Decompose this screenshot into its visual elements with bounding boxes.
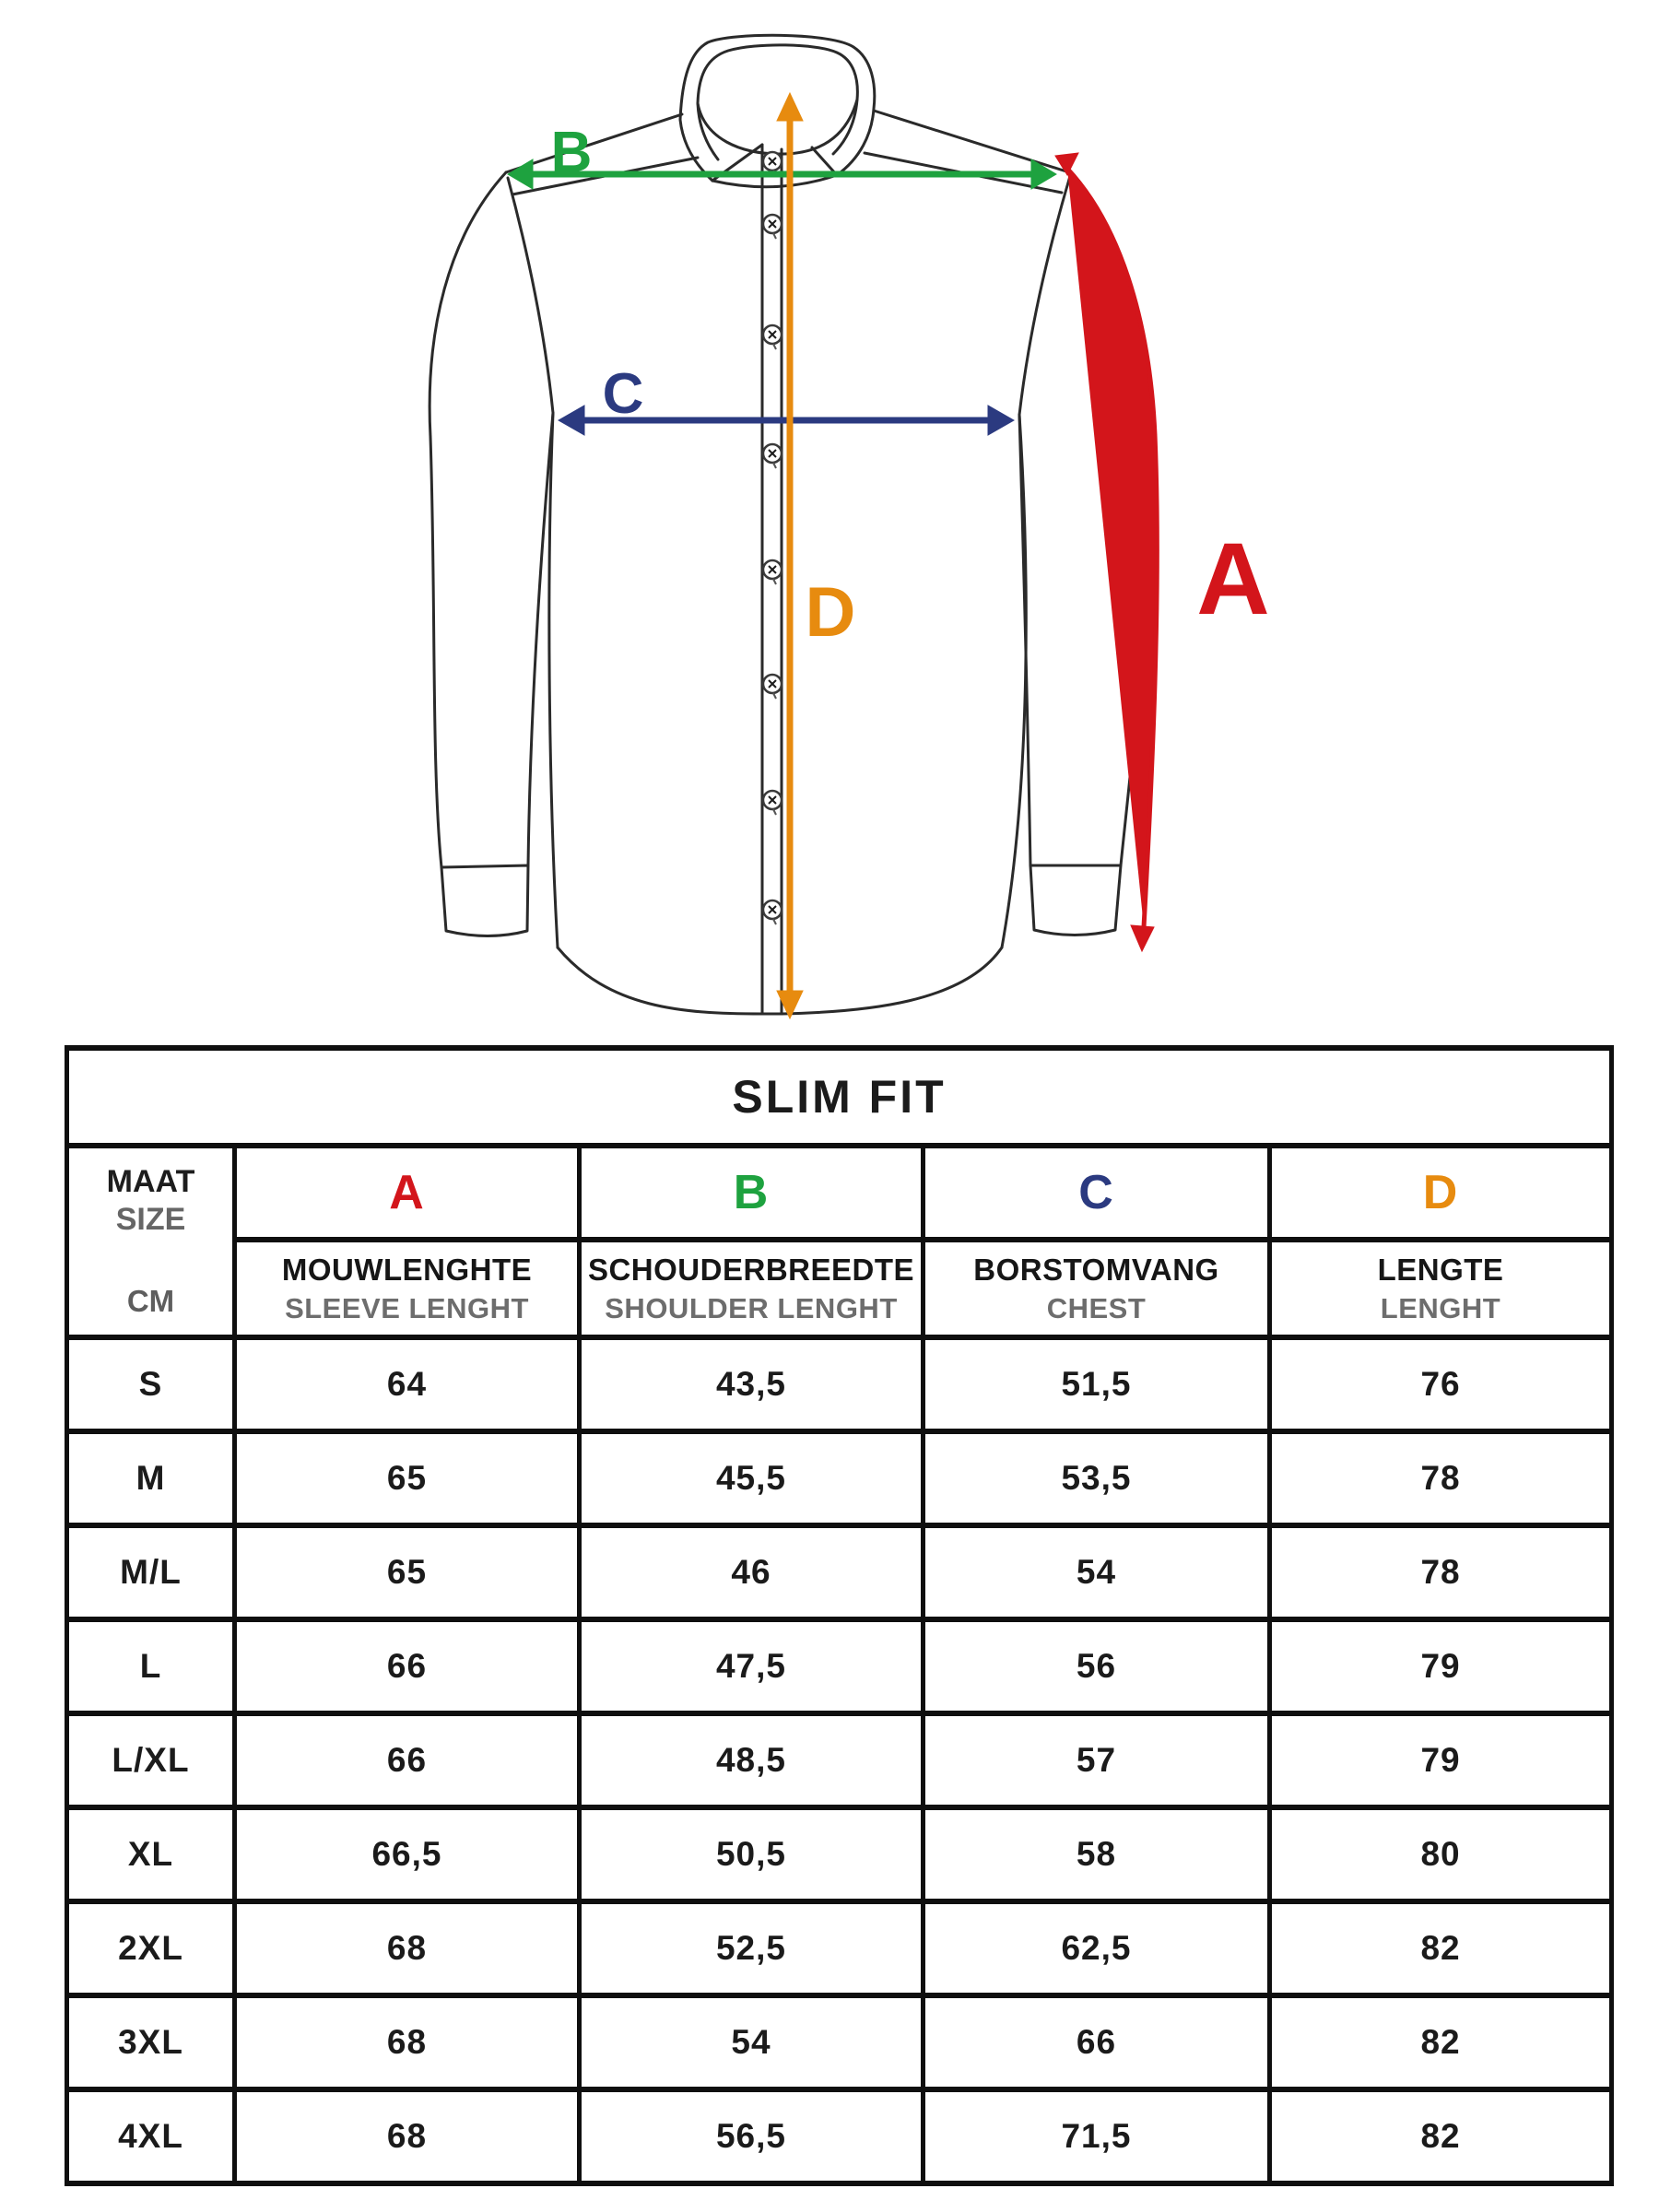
size-value: S [67, 1337, 235, 1431]
table-row [67, 2089, 1612, 2183]
value-b: 52,5 [580, 1901, 924, 1995]
arrowhead-left-icon [508, 159, 533, 189]
value-a: 68 [235, 1901, 580, 1995]
value-c: 54 [924, 1525, 1270, 1619]
size-value: XL [67, 1807, 235, 1901]
table-row [67, 1995, 1612, 2089]
button-icon [763, 325, 782, 349]
size-header-maat: MAAT [106, 1164, 195, 1199]
value-c: 53,5 [924, 1431, 1270, 1525]
value-c: 56 [924, 1619, 1270, 1713]
table-row [67, 1713, 1612, 1807]
value-c: 57 [924, 1713, 1270, 1807]
value-c: 62,5 [924, 1901, 1270, 1995]
size-header-size: SIZE [115, 1202, 186, 1237]
value-b: 50,5 [580, 1807, 924, 1901]
value-a: 65 [235, 1431, 580, 1525]
button-icon [763, 675, 782, 699]
value-b: 54 [580, 1995, 924, 2089]
button-icon [763, 560, 782, 584]
arrowhead-left-icon [559, 406, 584, 435]
value-a: 66 [235, 1619, 580, 1713]
value-b: 46 [580, 1525, 924, 1619]
value-d: 79 [1270, 1713, 1612, 1807]
value-d: 76 [1270, 1337, 1612, 1431]
size-value: L/XL [67, 1713, 235, 1807]
arrow-d-length [777, 93, 855, 1018]
table-label-row [67, 1240, 1612, 1337]
value-a: 65 [235, 1525, 580, 1619]
value-d: 78 [1270, 1431, 1612, 1525]
value-b: 45,5 [580, 1431, 924, 1525]
value-a: 68 [235, 2089, 580, 2183]
value-c: 51,5 [924, 1337, 1270, 1431]
arrow-a-sleeve [1055, 153, 1270, 951]
arrowhead-top-icon [1055, 153, 1078, 175]
column-letter-b: B [580, 1146, 924, 1240]
table-row [67, 1901, 1612, 1995]
value-b: 56,5 [580, 2089, 924, 2183]
table-row [67, 1619, 1612, 1713]
table-row [67, 1337, 1612, 1431]
size-value: L [67, 1619, 235, 1713]
value-a: 68 [235, 1995, 580, 2089]
button-icon [763, 215, 782, 239]
column-label-c: BORSTOMVANG CHEST [924, 1240, 1270, 1337]
button-icons [763, 152, 782, 924]
arrow-c-chest [559, 362, 1014, 435]
value-d: 82 [1270, 1995, 1612, 2089]
label-c: C [602, 362, 644, 426]
column-letter-d: D [1270, 1146, 1612, 1240]
arrowhead-right-icon [988, 406, 1014, 435]
label-b: B [550, 121, 593, 184]
column-label-a: MOUWLENGHTE SLEEVE LENGHT [235, 1240, 580, 1337]
table-row [67, 1525, 1612, 1619]
size-value: 2XL [67, 1901, 235, 1995]
value-d: 80 [1270, 1807, 1612, 1901]
value-d: 82 [1270, 1901, 1612, 1995]
button-icon [763, 900, 782, 924]
size-value: 4XL [67, 2089, 235, 2183]
value-a: 66,5 [235, 1807, 580, 1901]
button-icon [763, 791, 782, 815]
column-label-d: LENGTE LENGHT [1270, 1240, 1612, 1337]
shirt-measurement-diagram [0, 0, 1659, 1045]
page-title: SLIM FIT [67, 1048, 1612, 1146]
size-value: 3XL [67, 1995, 235, 2089]
value-b: 48,5 [580, 1713, 924, 1807]
value-a: 64 [235, 1337, 580, 1431]
table-title-row [67, 1048, 1612, 1146]
value-b: 43,5 [580, 1337, 924, 1431]
value-d: 78 [1270, 1525, 1612, 1619]
size-header-cell [67, 1146, 235, 1337]
value-d: 79 [1270, 1619, 1612, 1713]
value-d: 82 [1270, 2089, 1612, 2183]
table-row [67, 1807, 1612, 1901]
label-a: A [1196, 523, 1270, 636]
button-icon [763, 444, 782, 468]
size-header-cm: CM [126, 1284, 175, 1318]
column-letter-a: A [235, 1146, 580, 1240]
table-row [67, 1431, 1612, 1525]
size-table [65, 1045, 1614, 2186]
column-label-b: SCHOUDERBREEDTE SHOULDER LENGHT [580, 1240, 924, 1337]
value-c: 71,5 [924, 2089, 1270, 2183]
size-value: M [67, 1431, 235, 1525]
column-letter-c: C [924, 1146, 1270, 1240]
value-c: 66 [924, 1995, 1270, 2089]
label-d: D [805, 573, 856, 652]
size-value: M/L [67, 1525, 235, 1619]
table-letter-row [67, 1146, 1612, 1240]
arrowhead-bottom-icon [1131, 925, 1154, 951]
arrowhead-top-icon [777, 93, 803, 121]
value-a: 66 [235, 1713, 580, 1807]
value-b: 47,5 [580, 1619, 924, 1713]
value-c: 58 [924, 1807, 1270, 1901]
